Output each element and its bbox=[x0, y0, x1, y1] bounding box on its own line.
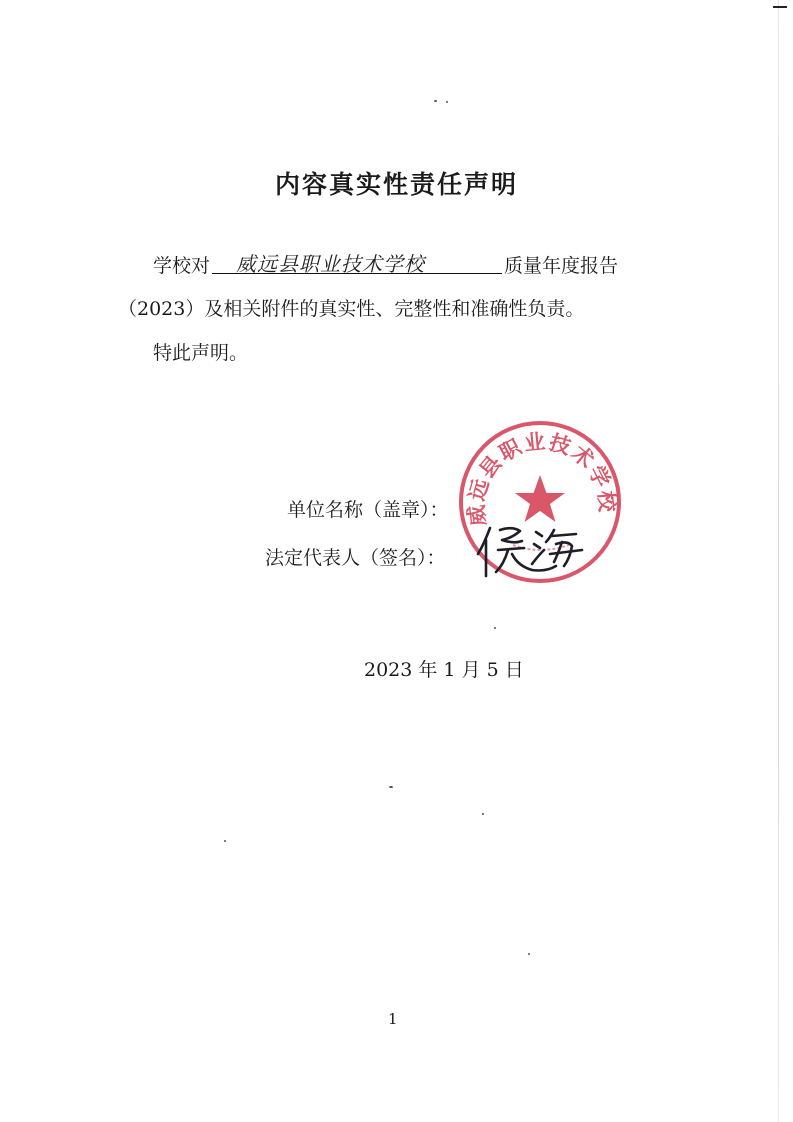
scan-speck bbox=[434, 100, 437, 102]
scan-speck bbox=[494, 627, 496, 629]
page-number: 1 bbox=[388, 1010, 398, 1028]
scan-speck bbox=[224, 840, 226, 842]
handwritten-signature bbox=[472, 522, 592, 582]
statement-line-1 bbox=[153, 251, 618, 278]
seal-star-icon bbox=[515, 475, 565, 522]
school-name-blank bbox=[212, 251, 502, 274]
line1-suffix: 质量年度报告 bbox=[504, 255, 619, 277]
date: 2023 年 1 月 5 日 bbox=[364, 659, 524, 681]
scan-speck bbox=[528, 953, 530, 955]
statement-line-2: （2023）及相关附件的真实性、完整性和准确性负责。 bbox=[118, 298, 585, 320]
statement-closing: 特此声明。 bbox=[153, 342, 249, 364]
scan-edge-mark bbox=[773, 6, 787, 8]
scan-speck bbox=[482, 813, 484, 815]
unit-name-label: 单位名称（盖章）： bbox=[287, 499, 449, 521]
page-title: 内容真实性责任声明 bbox=[274, 170, 518, 199]
line1-prefix: 学校对 bbox=[153, 255, 211, 277]
seal-text: 威远县职业技术学校 bbox=[462, 428, 621, 528]
scan-speck bbox=[446, 101, 448, 103]
legal-representative-label: 法定代表人（签名）： bbox=[265, 547, 446, 569]
school-name: 威远县职业技术学校 bbox=[236, 252, 426, 276]
scan-speck bbox=[389, 786, 393, 788]
